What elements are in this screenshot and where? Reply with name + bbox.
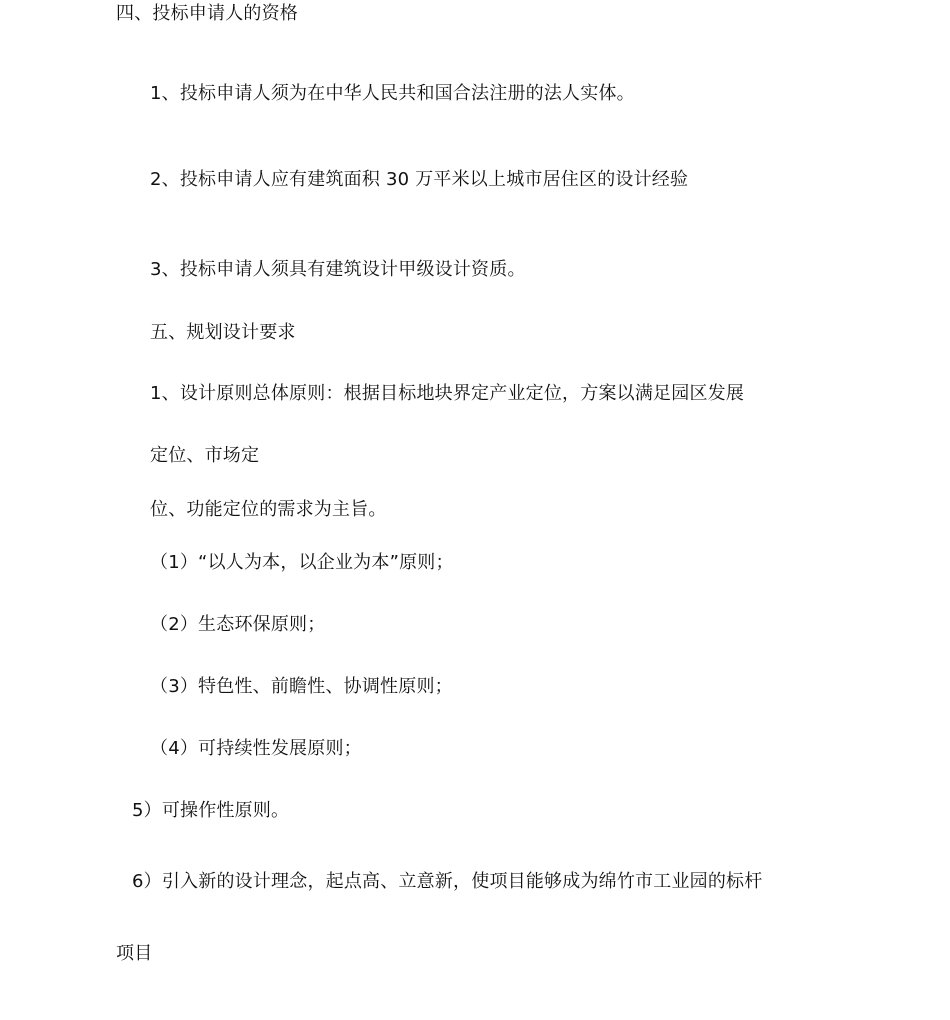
design-principle-overview-line-1: 1、设计原则总体原则：根据目标地块界定产业定位，方案以满足园区发展: [150, 383, 745, 404]
trailing-text: 项目: [116, 943, 153, 964]
principle-item-6: 6）引入新的设计理念，起点高、立意新，使项目能够成为绵竹市工业园的标杆: [132, 871, 763, 892]
principle-item-2: （2）生态环保原则；: [150, 614, 326, 635]
principle-item-3: （3）特色性、前瞻性、协调性原则；: [150, 676, 453, 697]
principle-item-1: （1）“以人为本，以企业为本”原则；: [150, 552, 454, 573]
design-principle-overview-line-2: 定位、市场定: [150, 445, 260, 466]
qualification-item-1: 1、投标申请人须为在中华人民共和国合法注册的法人实体。: [150, 83, 635, 104]
section-heading-design-requirements: 五、规划设计要求: [150, 322, 296, 343]
principle-item-5: 5）可操作性原则。: [132, 800, 290, 821]
qualification-item-2: 2、投标申请人应有建筑面积 30 万平米以上城市居住区的设计经验: [150, 169, 689, 190]
section-heading-qualifications: 四、投标申请人的资格: [116, 3, 298, 24]
qualification-item-3: 3、投标申请人须具有建筑设计甲级设计资质。: [150, 259, 526, 280]
principle-item-4: （4）可持续性发展原则；: [150, 738, 362, 759]
design-principle-overview-line-3: 位、功能定位的需求为主旨。: [150, 499, 387, 520]
